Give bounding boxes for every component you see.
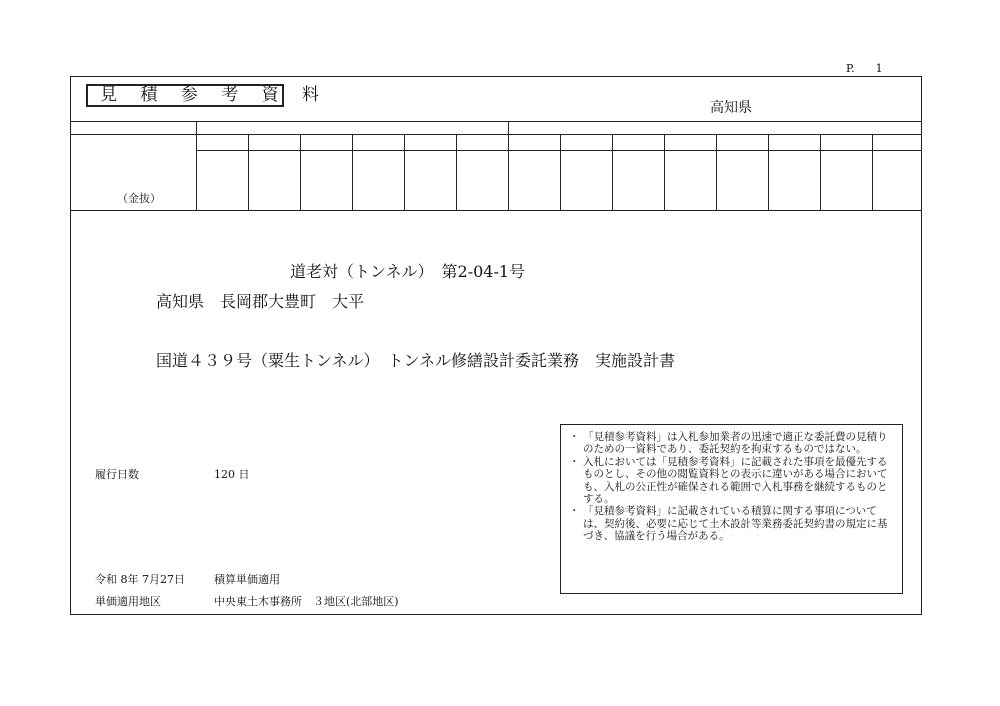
pricing-date: 令和 8年 7月27日	[95, 573, 185, 586]
document-title: 見 積 参 考 資 料	[86, 84, 284, 107]
table-rule	[70, 210, 922, 211]
table-rule	[768, 134, 769, 210]
region-label: 単価適用地区	[95, 595, 161, 608]
table-rule	[248, 134, 249, 210]
note-item	[569, 505, 894, 542]
duration-value: 120 日	[214, 468, 250, 481]
project-name: 国道４３９号（粟生トンネル） トンネル修繕設計委託業務 実施設計書	[156, 351, 676, 370]
table-rule	[196, 150, 922, 151]
table-rule	[872, 134, 873, 210]
table-rule	[820, 134, 821, 210]
note-bullet: ・	[569, 505, 580, 518]
pricing-basis: 積算単価適用	[214, 573, 280, 586]
project-location: 高知県 長岡郡大豊町 大平	[156, 292, 365, 311]
prefecture-name: 高知県	[710, 100, 752, 116]
page-number: P. 1	[846, 62, 883, 75]
table-rule	[300, 134, 301, 210]
table-rule	[456, 134, 457, 210]
notes-box	[560, 424, 903, 594]
table-rule	[508, 121, 509, 134]
note-text: 「見積参考資料」は入札参加業者の迅速で適正な委託費の見積りのための一資料であり、委託契約を拘束するものではない。	[583, 431, 888, 456]
table-rule	[560, 134, 561, 210]
table-rule	[70, 134, 922, 135]
note-text: 入札においては「見積参考資料」に記載された事項を最優先するものとし、その他の閲覧資料との表示に違いがある場合においても、入札の公正性が確保される範囲で入札事務を継続するものとする。	[583, 455, 888, 506]
note-text: 「見積参考資料」に記載されている積算に関する事項については、契約後、必要に応じて土木設計等業務委託契約書の規定に基づき、協議を行う場合がある。	[583, 505, 888, 543]
table-rule	[404, 134, 405, 210]
note-bullet: ・	[569, 455, 580, 468]
region-value: 中央東土木事務所 ３地区(北部地区)	[214, 595, 399, 608]
duration-label: 履行日数	[95, 468, 139, 481]
note-item	[569, 431, 894, 456]
note-item	[569, 456, 894, 506]
table-rule	[196, 121, 197, 210]
table-rule	[70, 121, 922, 122]
note-bullet: ・	[569, 431, 580, 443]
table-rule	[352, 134, 353, 210]
table-rule	[664, 134, 665, 210]
table-rule	[508, 134, 509, 210]
table-rule	[716, 134, 717, 210]
table-rule	[612, 134, 613, 210]
amount-excluded-note: （金抜）	[117, 192, 161, 205]
project-number: 道老対（トンネル） 第2-04-1号	[290, 262, 526, 281]
